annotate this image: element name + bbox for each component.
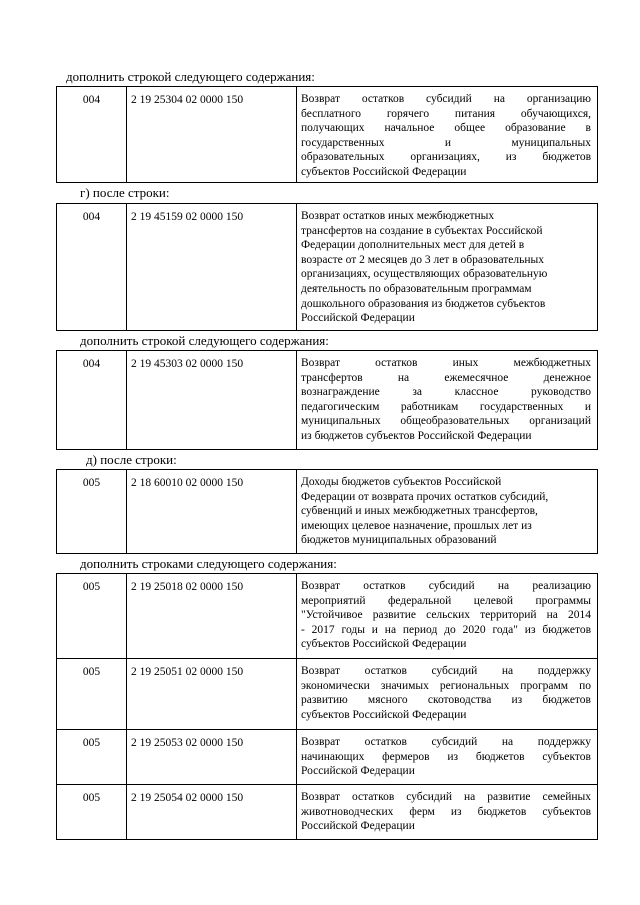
kbk-cell [126,659,297,729]
section-label: дополнить строкой следующего содержания: [66,69,315,84]
admin-code: 004 [82,358,101,370]
description: Возврат остатков субсидий на развитие семейных животноводческих ферм из бюджетов субъектов Российской Федерации [301,791,591,833]
description: Доходы бюджетов субъектов Российской Федерации от возврата прочих остатков субсидий, субвенций и иных межбюджетных трансфертов, имеющих целевое назначение, прошлых лет из бюджетов муниципальных образований [301,476,549,547]
description-cell [296,351,597,449]
table-row [56,469,598,554]
kbk-cell [126,87,297,182]
kbk-code: 2 19 45303 02 0000 150 [131,358,244,370]
kbk-cell [126,204,297,330]
admin-code: 004 [82,211,101,223]
admin-code-cell [57,204,126,330]
kbk-cell [126,574,297,658]
admin-code-cell [57,574,126,658]
admin-code-cell [57,659,126,729]
description-cell [296,574,597,658]
kbk-code: 2 19 25018 02 0000 150 [131,581,244,593]
admin-code-cell [57,87,126,182]
table-row [56,784,598,840]
description: Возврат остатков субсидий на поддержку экономически значимых региональных программ по развитию мясного скотоводства из бюджетов субъектов Российской Федерации [301,665,591,721]
description: Возврат остатков субсидий на организацию бесплатного горячего питания обучающихся, получающих начальное общее образование в государственных и муниципальных образовательных организациях, из бюджетов субъектов Российской Федерации [301,93,591,178]
kbk-code: 2 18 60010 02 0000 150 [131,477,244,489]
admin-code: 004 [82,94,101,106]
description-cell [296,204,597,330]
section-label: г) после строки: [80,185,170,200]
table-row [56,350,598,450]
description: Возврат остатков субсидий на поддержку начинающих фермеров из бюджетов субъектов Российской Федерации [301,736,591,778]
kbk-code: 2 19 25054 02 0000 150 [131,792,244,804]
table-row [56,573,598,659]
admin-code-cell [57,730,126,784]
description-cell [296,659,597,729]
table-row [56,658,598,730]
table-row [56,86,598,183]
section-label: дополнить строкой следующего содержания: [80,333,329,348]
section-label: дополнить строками следующего содержания: [80,556,337,571]
kbk-code: 2 19 25304 02 0000 150 [131,94,244,106]
kbk-cell [126,730,297,784]
admin-code: 005 [82,477,101,489]
kbk-code: 2 19 25053 02 0000 150 [131,737,244,749]
admin-code: 005 [82,666,101,678]
admin-code: 005 [82,792,101,804]
kbk-cell [126,470,297,553]
description: Возврат остатков иных межбюджетных трансфертов на ежемесячное денежное вознаграждение за классное руководство педагогическим работникам государственных и муниципальных общеобразовательных организаций из бюджетов субъектов Российской Федерации [301,357,591,442]
description-cell [296,470,597,553]
table-row [56,203,598,331]
kbk-code: 2 19 45159 02 0000 150 [131,211,244,223]
section-label: д) после строки: [86,452,177,467]
kbk-cell [126,351,297,449]
table-row [56,729,598,785]
admin-code: 005 [82,737,101,749]
description: Возврат остатков иных межбюджетных трансфертов на создание в субъектах Российской Федерации дополнительных мест для детей в возрасте от 2 месяцев до 3 лет в образовательных организациях, осуществляющих образовательную деятельность по образовательным программам дошкольного образования из бюджетов субъектов Российской Федерации [301,210,548,325]
description-cell [296,785,597,839]
description-cell [296,730,597,784]
description-cell [296,87,597,182]
description: Возврат остатков субсидий на реализацию мероприятий федеральной целевой программы "Устойчивое развитие сельских территорий на 2014 - 2017 годы и на период до 2020 года" из бюджетов субъектов Российской Федерации [301,580,591,651]
kbk-code: 2 19 25051 02 0000 150 [131,666,244,678]
admin-code: 005 [82,581,101,593]
admin-code-cell [57,351,126,449]
admin-code-cell [57,470,126,553]
kbk-cell [126,785,297,839]
admin-code-cell [57,785,126,839]
